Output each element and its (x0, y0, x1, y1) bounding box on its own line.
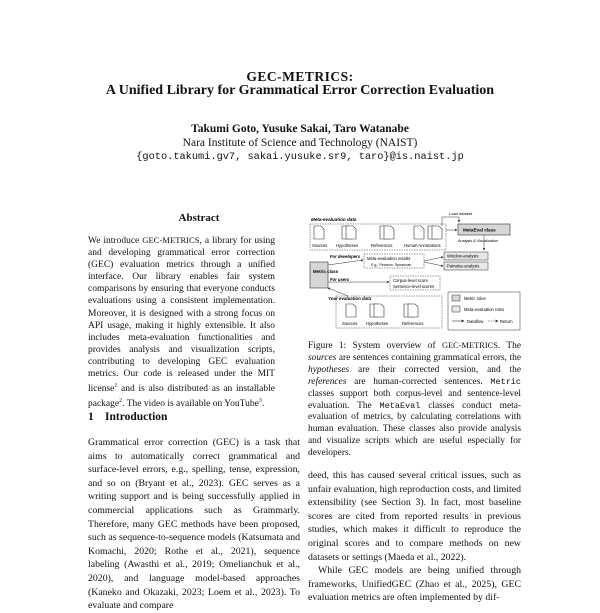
intro-column1: Grammatical error correction (GEC) is a task that aims to automatically correct grammatical and surface-level errors, e.g., spelling, tense, expression, and so on (Bryant et al., 2023). GEC serves as a writing support and is being successfully applied in commercial applications such as Grammarly. Therefore, many GEC methods have been proposed, such as sequence-to-sequence models (Katsumata and Komachi, 2020; Rothe et al., 2021), sequence labeling (Awasthi et al., 2019; Omelianchuk et al., 2020), and language model-based approaches (Kaneko and Okazaki, 2023; Loem et al., 2023). To evaluate and compare (88, 437, 300, 612)
load-dataset-label: Load dataset (449, 211, 473, 216)
doc-icon (408, 304, 418, 317)
meta-results-sub: E.g., Pearson, Spearman (371, 263, 412, 267)
bottom-doc-icons (346, 304, 418, 317)
corpus-score-label: Corpus-level score (393, 278, 428, 283)
sentence-score-label: Sentence-level scores (393, 284, 435, 289)
analysis-label: Analysis & Visualization (458, 239, 499, 243)
affiliation: Nara Institute of Science and Technology (NAIST) (182, 137, 418, 149)
pairwise-analysis-label: Pairwise-analysis (447, 263, 480, 269)
meta-results-label: Meta-evaluation results (367, 256, 411, 261)
legend-metric: Metric roles (464, 296, 486, 301)
abstract-heading: Abstract (178, 212, 220, 224)
sources-label: Sources (312, 243, 328, 248)
hypotheses-label: Hypotheses (336, 243, 359, 248)
legend-return: Return (500, 319, 513, 324)
figure-caption: Figure 1: System overview of GEC-METRICS. The sources are sentences containing grammatical errors, the hypotheses are their corrected version, and the references are human-corrected sentences. Metric classes support both corpus-level and sentence-level evaluation. The MetaEval classes conduct meta-evaluation of metrics, by calculating correlations with human evaluation. These classes also provide analysis and visualize scripts which are useful especially for developers. (308, 341, 522, 459)
emails: {goto.takumi.gv7, sakai.yusuke.sr9, taro}@is.naist.jp (136, 151, 464, 163)
legend-meta: Meta-evaluation roles (464, 307, 505, 312)
for-users-label: For users (330, 277, 350, 282)
legend-dataflow: Dataflow (467, 319, 484, 324)
doc-icon (414, 226, 424, 239)
doc-icon (384, 226, 394, 239)
your-data-label: Your evaluation data (328, 296, 372, 301)
bottom-hypotheses-label: Hypotheses (366, 321, 389, 326)
doc-icon (346, 304, 356, 317)
authors: Takumi Goto, Yusuke Sakai, Taro Watanabe (191, 123, 409, 135)
doc-icon (432, 226, 442, 239)
bottom-references-label: References (402, 321, 424, 326)
references-label: References (371, 243, 393, 248)
abstract-body: We introduce GEC-METRICS, a library for using and developing grammatical error correction (GEC) evaluation metrics through a unified interface. Our library enables fair system comparisons by ensuring that everyone conducts evaluations using a consistent implementation. Moreover, it is designed with a strong focus on API usage, making it highly extensible. It also includes meta-evaluation functionalities and provides analysis and visualization scripts, contributing to developing GEC evaluation metrics. Our code is released under the MIT license$^1$ and is also distributed as an installable package$^2$. The video is available on YouTube$^3$. (88, 235, 275, 410)
meta-data-label: Meta-evaluation data (311, 217, 357, 222)
doc-icon (374, 304, 384, 317)
window-analysis-label: Window-analysis (447, 253, 479, 259)
bottom-sources-label: Sources (342, 321, 358, 326)
intro-column2: deed, this has caused several critical issues, such as unfair evaluation, high reproduction costs, and limited extensibility (see Section 3). In fact, most baseline scores are cited from reported results in previous studies, which makes it difficult to reproduce the original scores and to compare methods on new datasets or settings (Maeda et al., 2022). While GEC models are being unified through frameworks, UnifiedGEC (Zhao et al., 2025), GEC evaluation metrics are often implemented by dif- (308, 470, 521, 604)
metric-class-label: Metric class (313, 269, 339, 274)
top-doc-icons (314, 226, 442, 239)
system-overview-figure (308, 210, 524, 332)
metric-class-box (310, 262, 328, 288)
doc-icon (346, 226, 356, 239)
metaeval-class-label: MetaEval class (463, 227, 496, 233)
for-developers-label: For developers (330, 254, 361, 259)
doc-icon (314, 226, 324, 239)
paper-title-line2: A Unified Library for Grammatical Error Correction Evaluation (105, 83, 495, 98)
human-annotations-label: Human Annotations (404, 243, 441, 248)
section-heading: 1 Introduction (88, 411, 168, 423)
paper-title-line1: GEC-METRICS: (246, 69, 354, 84)
